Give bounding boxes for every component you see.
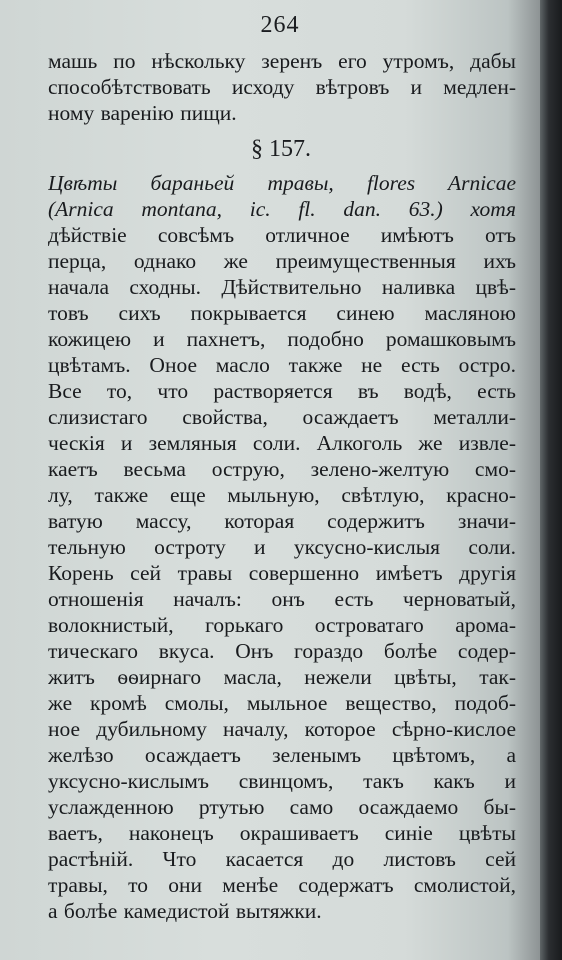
text-line: (Arnica montana, ic. fl. dan. 63.) хотя: [48, 197, 516, 221]
text-line: дѣйствіе совсѣмъ отличное имѣютъ отъ: [48, 223, 516, 247]
text-line: лу, также еще мыльную, свѣтлую, красно-: [48, 483, 516, 507]
text-line: цвѣтамъ. Оное масло также не есть остро.: [48, 353, 516, 377]
text-line: начала сходны. Дѣйствительно наливка цвѣ-: [48, 275, 516, 299]
text-line: кожицею и пахнетъ, подобно ромашковымъ: [48, 327, 516, 351]
text-line: тическаго вкуса. Онъ гораздо болѣе содер-: [48, 639, 516, 663]
text-line: уксусно-кислымъ свинцомъ, такъ какъ и: [48, 769, 516, 793]
text-line: ческія и земляныя соли. Алкоголь же извле-: [48, 431, 516, 455]
text-line: отношенія началъ: онъ есть черноватый,: [48, 587, 516, 611]
text-line: же кромѣ смолы, мыльное вещество, подоб-: [48, 691, 516, 715]
text-line: каетъ весьма острую, зелено-желтую смо-: [48, 457, 516, 481]
text-line: волокнистый, горькаго островатаго арома-: [48, 613, 516, 637]
text-line: способѣтствовать исходу вѣтровъ и медлен-: [48, 75, 516, 99]
text-line: житъ ѳѳирнаго масла, нежели цвѣты, так-: [48, 665, 516, 689]
text-line: травы, то они менѣе содержатъ смолистой,: [48, 873, 516, 897]
text-line: Все то, что растворяется въ водѣ, есть: [48, 379, 516, 403]
text-line: а болѣе камедистой вытяжки.: [48, 899, 322, 923]
text-line: слизистаго свойства, осаждаетъ металли-: [48, 405, 516, 429]
text-line: желѣзо осаждаетъ зеленымъ цвѣтомъ, а: [48, 743, 516, 767]
page-number: 264: [260, 12, 300, 38]
text-line: ваетъ, наконецъ окрашиваетъ синіе цвѣты: [48, 821, 516, 845]
section-heading: § 157.: [251, 136, 311, 162]
text-line: услажденною ртутью само осаждаемо бы-: [48, 795, 516, 819]
text-line: товъ сихъ покрывается синею масляною: [48, 301, 516, 325]
text-line: ватую массу, которая содержитъ значи-: [48, 509, 516, 533]
text-line: ному варенію пищи.: [48, 101, 237, 125]
text-line: тельную остроту и уксусно-кислыя соли.: [48, 535, 516, 559]
text-line: перца, однако же преимущественныя ихъ: [48, 249, 516, 273]
text-line: Корень сей травы совершенно имѣетъ другія: [48, 561, 516, 585]
text-line: растѣній. Что касается до листовъ сей: [48, 847, 516, 871]
text-line: Цвѣты бараньей травы, flores Arnicae: [48, 171, 516, 195]
text-line: машь по нѣскольку зеренъ его утромъ, дабы: [48, 49, 516, 73]
book-edge: [540, 0, 562, 960]
text-line: ное дубильному началу, которое сѣрно-кислое: [48, 717, 516, 741]
